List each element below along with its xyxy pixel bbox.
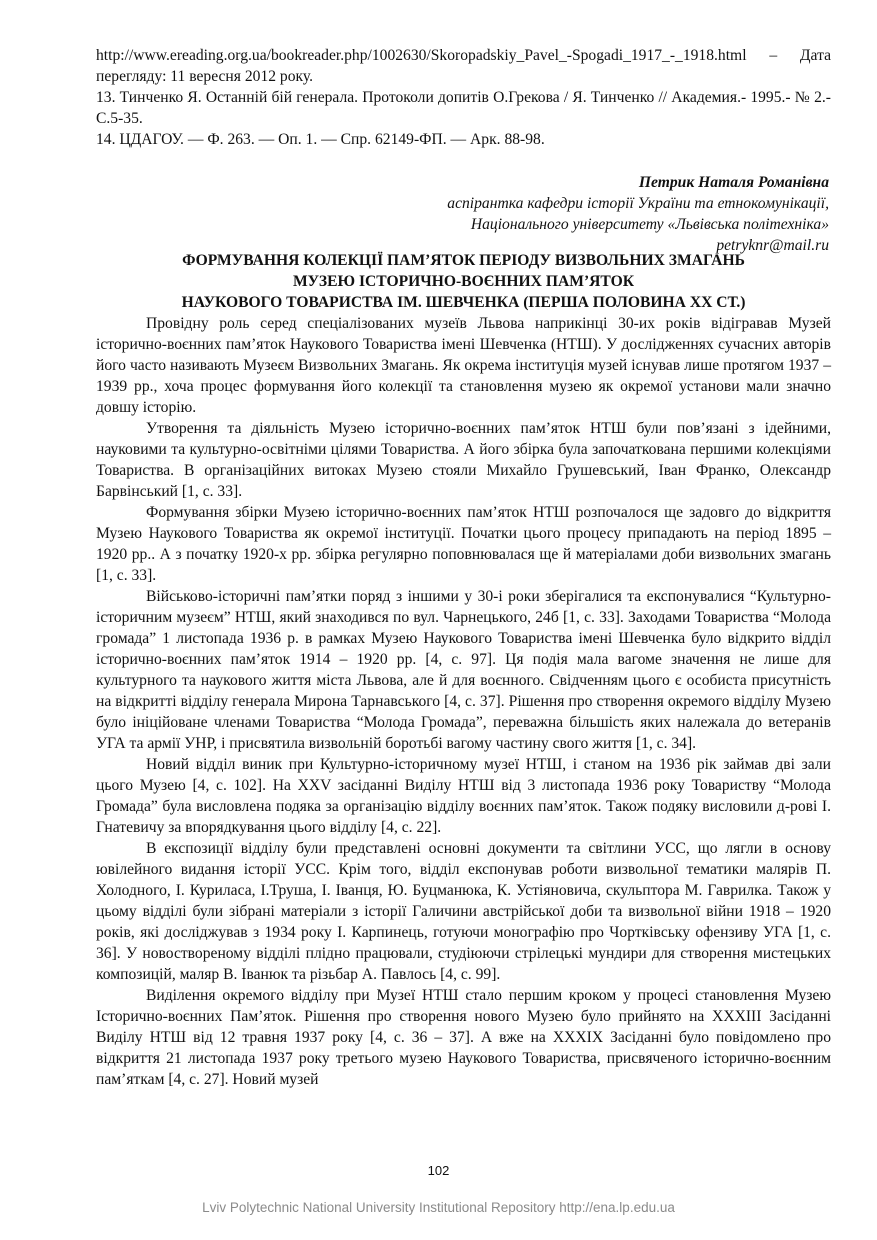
title-line: ФОРМУВАННЯ КОЛЕКЦІЇ ПАМ’ЯТОК ПЕРІОДУ ВИЗВОЛЬНИХ ЗМАГАНЬ	[182, 252, 745, 269]
article-title	[96, 250, 831, 313]
author-university: Національного університету «Львівська політехніка»	[470, 216, 829, 233]
body-paragraph: Військово-історичні пам’ятки поряд з іншими у 30-і роки зберігалися та експонувалися “Культурно-історичним музеєм” НТШ, який знаходився по вул. Чарнецького, 24б [1, с. 33]. Заходами Товариства “Молода громада” 1 листопада 1936 р. в рамках Музею Наукового Товариства імені Шевченка було відкрито відділ історично-воєнних пам’яток 1914 – 1920 рр. [4, с. 97]. Ця подія мала вагоме значення не лише для культурного та наукового життя міста Львова, але й для воєнного. Свідченням цього є особиста присутність на відкритті відділу генерала Мирона Тарнавського [4, с. 37]. Рішення про створення окремого відділу Музею було ініційоване членами Товариства “Молода Громада”, переважна більшість яких належала до ветеранів УГА та армії УНР, і присвятила визвольній боротьбі вагому частину свого життя [1, с. 34].	[96, 588, 831, 752]
body-paragraph: Новий відділ виник при Культурно-історичному музеї НТШ, і станом на 1936 рік займав дві зали цього Музею [4, с. 102]. На ХХV засіданні Виділу НТШ від 3 листопада 1936 року Товариству “Молода Громада” була висловлена подяка за організацію відділу воєнних пам’яток. Також подяку висловили д-рові І. Гнатевичу за впорядкування цього відділу [4, с. 22].	[96, 756, 831, 836]
reference-list	[96, 45, 831, 150]
author-name: Петрик Наталя Романівна	[638, 174, 829, 191]
reference-item: http://www.ereading.org.ua/bookreader.php/1002630/Skoropadskiy_Pavel_-Spogadi_1917_-_1918.html – Дата перегляду: 11 вересня 2012 року.	[96, 47, 831, 85]
title-line: НАУКОВОГО ТОВАРИСТВА ІМ. ШЕВЧЕНКА (ПЕРША ПОЛОВИНА ХХ СТ.)	[181, 294, 746, 311]
reference-item: 13. Тинченко Я. Останній бій генерала. Протоколи допитів О.Грекова / Я. Тинченко // Академия.- 1995.- № 2.-С.5-35.	[96, 89, 831, 127]
author-block	[447, 172, 829, 256]
page-number: 102	[427, 1163, 450, 1178]
body-paragraph: Виділення окремого відділу при Музеї НТШ стало першим кроком у процесі становлення Музею Історично-воєнних Пам’яток. Рішення про створення нового Музею було прийнято на ХХХІІІ Засіданні Виділу НТШ від 12 травня 1937 року [4, с. 36 – 37]. А вже на ХХХІХ Засіданні було повідомлено про відкриття 21 листопада 1937 року третього музею Наукового Товариства, присвяченого історично-воєнним пам’яткам [4, с. 27]. Новий музей	[96, 987, 831, 1088]
reference-item: 14. ЦДАГОУ. — Ф. 263. — Оп. 1. — Спр. 62149-ФП. — Арк. 88-98.	[96, 131, 545, 148]
article-body	[96, 313, 831, 1090]
repository-footer: Lviv Polytechnic National University Institutional Repository http://ena.lp.edu.ua	[202, 1200, 675, 1215]
body-paragraph: Провідну роль серед спеціалізованих музеїв Львова наприкінці 30-их років відігравав Музей історично-воєнних пам’яток Наукового Товариства імені Шевченка (НТШ). У дослідженнях сучасних авторів його часто називають Музеєм Визвольних Змагань. Як окрема інституція музей існував лише протягом 1937 – 1939 рр., хоча процес формування його колекції та становлення музею як окремої установи мали значно довшу історію.	[96, 315, 831, 416]
body-paragraph: Формування збірки Музею історично-воєнних пам’яток НТШ розпочалося ще задовго до відкриття Музею Наукового Товариства як окремої інституції. Початки цього процесу припадають на період 1895 – 1920 рр.. А з початку 1920-х рр. збірка регулярно поповнювалася ще й матеріалами доби визвольних змагань [1, с. 33].	[96, 504, 831, 584]
title-line: МУЗЕЮ ІСТОРИЧНО-ВОЄННИХ ПАМ’ЯТОК	[292, 273, 635, 290]
author-position: аспірантка кафедри історії України та етнокомунікації,	[447, 195, 829, 212]
body-paragraph: В експозиції відділу були представлені основні документи та світлини УСС, що лягли в основу ювілейного видання історії УСС. Крім того, відділ експонував роботи визвольної тематики малярів П. Холодного, І. Куриласа, І.Труша, І. Іванця, Ю. Буцманюка, К. Устіяновича, скульптора М. Гаврилка. Також у цьому відділі були зібрані матеріали з історії Галичини австрійської доби та визвольної війни 1918 – 1920 років, які досліджував з 1934 року І. Карпинець, готуючи монографію про Чортківську офензиву УГА [1, с. 36]. У новоствореному відділі плідно працювали, студіюючи стрілецькі мундири для створення мистецьких композицій, маляр В. Іванюк та різьбар А. Павлось [4, с. 99].	[96, 840, 831, 983]
author-email: petryknr@mail.ru	[716, 237, 829, 254]
body-paragraph: Утворення та діяльність Музею історично-воєнних пам’яток НТШ були пов’язані з ідейними, науковими та культурно-освітніми цілями Товариства. А його збірка була започаткована першими колекціями Товариства. В організаційних витоках Музею стояли Михайло Грушевський, Іван Франко, Олександр Барвінський [1, с. 33].	[96, 420, 831, 500]
